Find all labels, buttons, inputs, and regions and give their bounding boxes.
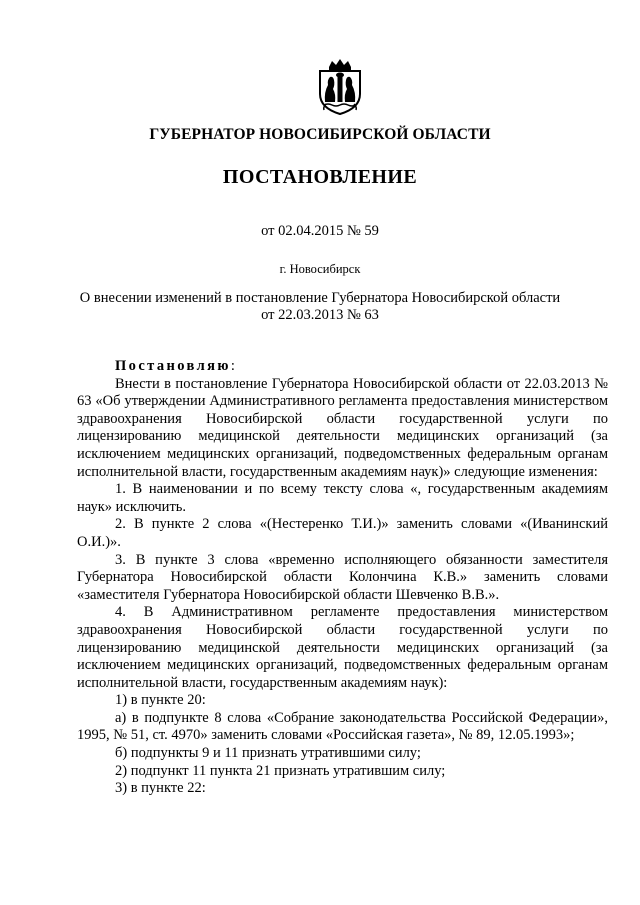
document-subject-line-1: О внесении изменений в постановление Губернатора Новосибирской области [79, 290, 561, 306]
paragraph-3: 3. В пункте 3 слова «временно исполняющего обязанности заместителя Губернатора Новосибирской области Колончина К.В.» заменить словами «заместителя Губернатора Новосибирской области Шевченко В.В.». [77, 551, 608, 603]
paragraph-4-2: 2) подпункт 11 пункта 21 признать утратившим силу; [115, 762, 446, 779]
document-subject-line-2: от 22.03.2013 № 63 [261, 307, 379, 323]
decree-word: Постановляю [115, 358, 231, 374]
decree-heading [77, 358, 608, 376]
decree-colon: : [230, 358, 235, 374]
paragraph-2: 2. В пункте 2 слова «(Нестеренко Т.И.)» заменить словами «(Иванинский О.И.)». [77, 516, 608, 550]
paragraph-4-1-b: б) подпункты 9 и 11 признать утратившими силу; [115, 745, 421, 762]
document-date-number: от 02.04.2015 № 59 [261, 223, 379, 239]
paragraph-intro: Внести в постановление Губернатора Новосибирской области от 22.03.2013 № 63 «Об утверждении Административного регламента предоставления министерством здравоохранения Новосибирской области государственной услуги по лицензированию медицинской деятельности медицинских организаций (за исключением медицинских организаций, подведомственных федеральным органам исполнительной власти, государственным академиям наук)» следующие изменения: [77, 375, 608, 480]
paragraph-4-1: 1) в пункте 20: [115, 692, 206, 709]
coat-of-arms-emblem [315, 58, 365, 116]
paragraph-1: 1. В наименовании и по всему тексту слова «, государственным академиям наук» исключить. [77, 481, 608, 515]
paragraph-4-3: 3) в пункте 22: [115, 780, 206, 797]
authority-title: ГУБЕРНАТОР НОВОСИБИРСКОЙ ОБЛАСТИ [149, 126, 491, 143]
document-type-title: ПОСТАНОВЛЕНИЕ [222, 166, 418, 188]
document-subject [0, 290, 640, 324]
paragraph-4: 4. В Административном регламенте предоставления министерством здравоохранения Новосибирской области государственной услуги по лицензированию медицинской деятельности медицинских организаций (за исключением медицинских организаций, подведомственных федеральным органам исполнительной власти, государственным академиям наук): [77, 604, 608, 691]
document-body [77, 358, 608, 798]
paragraph-4-1-a: а) в подпункте 8 слова «Собрание законодательства Российской Федерации», 1995, № 51, ст. 4970» заменить словами «Российская газета», № 89, 12.05.1993»; [77, 709, 608, 744]
document-city: г. Новосибирск [279, 262, 361, 276]
